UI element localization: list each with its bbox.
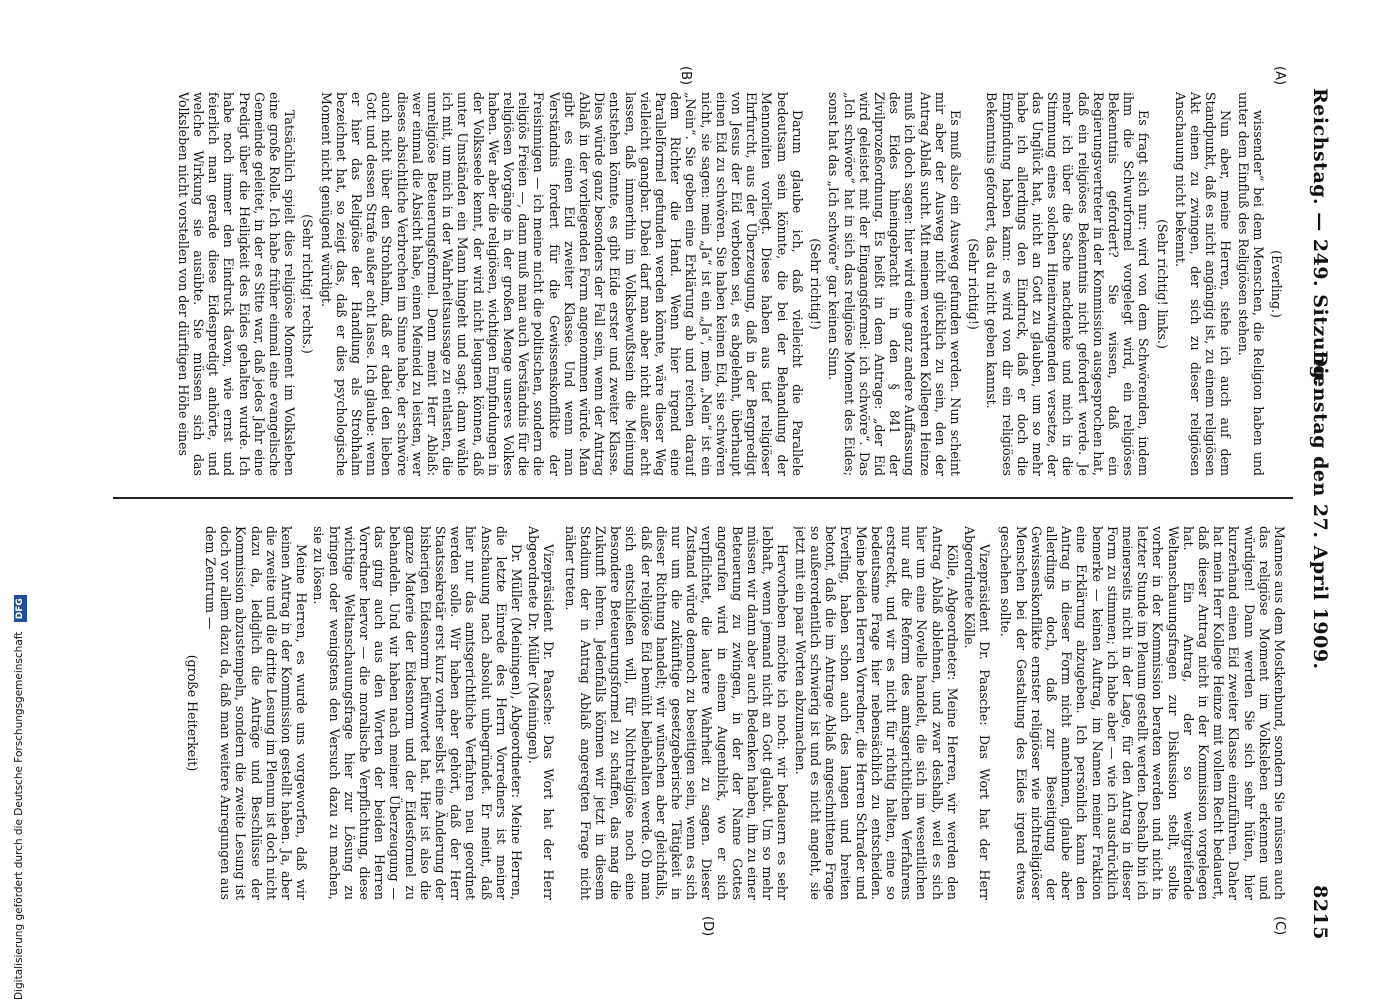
- digitization-sidebar: [10, 0, 28, 1000]
- right-column-paragraph: Vizepräsident Dr. Paasche: Das Wort hat der Herr Abgeordnete Dr. Müller (Meiningen).: [526, 526, 557, 900]
- right-column-paragraph: Mannes aus dem Mostkenbund, sondern Sie müssen auch das religiöse Moment im Volksleben erkennen und würdigen! Dann werden Sie sich sehr hüten, hier kurzerhand einen Eid zweiter Klasse einzuführen. Daher hat mein Herr Kollege Heinze mit vollem Recht bedauert, daß dieser Antrag nicht in der Kommission vorgelegen hat. Ein Antrag, der so weitgreifende Weltanschauungsfragen zur Diskussion stellt, sollte vorher in der Kommission beraten werden und nicht in letzter Stunde im Plenum gestellt werden. Deshalb bin ich meinerseits nicht in der Lage, für den Antrag in dieser Form zu stimmen; ich habe aber — wie ich ausdrücklich bemerke — keinen Auftrag, im Namen meiner Fraktion eine Erklärung abzugeben. Ich persönlich kann den Antrag in dieser Form nicht annehmen, glaube aber allerdings doch, daß zur Beseitigung der Gewissenskonflikte ernster religiöser wie nichtreligiöser Menschen bei der Gestaltung des Eides irgend etwas geschehen sollte.: [998, 526, 1287, 900]
- left-column-paragraph: Darum glaube ich, daß vielleicht die Parallele bedeutsam sein könnte, die bei der Behandlung der Mennoniten vorliegt. Diese haben aus tief religiöser Ehrfurcht, aus der Überzeugung, daß in der Bergpredigt von Jesus der Eid verboten sei, es abgelehnt, überhaupt einen Eid zu schwören. Sie haben keinen Eid, sie schwören nicht, sie sagen: mein „Ja“ ist ein „Ja“, mein „Nein“ ist ein „Nein“. Sie geben eine Erklärung ab und reichen darauf dem Richter die Hand. Wenn hier irgend eine Parallelformel gefunden werden könnte, wäre dieser Weg vielleicht gangbar. Dabei darf man aber nicht außer acht lassen, daß immerhin im Volksbewußtsein die Meinung entstehen könnte, es gibt Eide erster und zweiter Klasse. Dies würde ganz besonders der Fall sein, wenn der Antrag Ablaß in der vorliegenden Form angenommen würde. Man gibt es einen Eid zweiter Klasse. Und wenn man Verständnis fordert für die Gewissenskonflikte der Freisinnigen — ich meine nicht die politischen, sondern die religiös Freien —, dann muß man auch Verständnis für die religiösen Vorgänge in der großen Menge unseres Volkes haben. Wer aber die religiösen, wichtigen Empfindungen in der Volksseele kennt, der wird nicht leugnen können, daß unter Umständen ein Mann hingeht und sagt: dann wähle ich mit, um mich in der Wahrheitsaussage zu entlasten, die unreligiöse Beteuerungsformel. Denn meint Herr Ablaß: wer einmal die Absicht habe, einen Meineid zu leisten, wer dieses absichtliche Verbrechen im Sinne habe, der schwöre auch nicht über den Strohhalm, daß er dabei den lieben Gott und dessen Strafe außer acht lasse. Ich glaube: wenn er hier das Religiöse der Handlung als Strohhalm bezeichnet hat, so zeigt das, daß er dies psychologische Moment nicht genügend würdigt.: [318, 92, 805, 476]
- left-column-paragraph: Es muß also ein Ausweg gefunden werden. Nun scheint mir aber der Ausweg nicht glücklich zu sein, den der Antrag Ablaß sucht. Mit meinem verehrten Kollegen Heinze muß ich doch sagen: hier wird eine ganz andere Auffassung des Eides hineingebracht in den § 841 der Zivilprozeßordnung. Es heißt in dem Antrage: „der Eid wird geleistet mit der Eingangsformel: ich schwöre“. Das „Ich schwöre“ hat in sich das religiöse Moment des Eides; sonst hat das „Ich schwöre“ gar keinen Sinn.: [826, 92, 963, 476]
- margin-marker-c: (C): [1272, 916, 1287, 936]
- right-column-paragraph: Dr. Müller (Meiningen), Abgeordneter: Meine Herren, die letzte Einrede des Herrn Vorredners ist meiner Anschauung nach absolut unbegründet. Er meint, daß hier nur das amtsgerichtliche Verfahren neu geordnet werden solle. Wir haben aber gehört, daß der Herr Staatssekretär erst kurz vorher selbst eine Änderung der bisherigen Eidesnorm befürwortet hat. Hier ist also die ganze Materie der Eidesnorm und der Eidesformel zu behandeln. Und wir haben nach meiner Überzeugung — das ging auch aus den Worten der beiden Herren Vorredner hervor — die moralische Verpflichtung, diese wichtige Weltanschauungsfrage hier zur Lösung zu bringen oder wenigstens den Versuch dazu zu machen, sie zu lösen.: [311, 526, 525, 900]
- dfg-logo-icon: DFG: [14, 595, 27, 622]
- right-text-column: [107, 526, 1287, 900]
- left-column-paragraph: (Sehr richtig!): [966, 238, 982, 330]
- right-column-paragraph: Kölle, Abgeordneter: Meine Herren, wir werden den Antrag Ablaß ablehnen, und zwar deshalb, weil es sich hier um eine Novelle handelt, die sich im wesentlichen nur auf die Reform des amtsgerichtlichen Verfahrens erstreckt, und wir es nicht für richtig halten, eine so bedeutsame Frage hier nebensächlich zu entscheiden. Meine beiden Herren Vorredner, die Herren Schrader und Everling, haben schon auch des langen und breiten betont, daß die im Antrage Ablaß angeschnittene Frage so außerordentlich schwierig ist und es nicht angeht, sie jetzt mit ein paar Worten abzumachen.: [792, 526, 960, 900]
- margin-marker-a: (A): [1272, 66, 1287, 86]
- left-column-paragraph: wissender“ bei dem Menschen, die Religion haben und unter dem Einfluß des Religiösen stehen.: [1235, 92, 1266, 476]
- left-column-paragraph: (Everling.): [1269, 250, 1284, 318]
- header-session: Reichstag. — 249. Sitzung.: [1309, 88, 1331, 387]
- right-column-paragraph: (große Heiterkeit): [184, 654, 200, 772]
- left-column-paragraph: (Sehr richtig!): [808, 238, 824, 330]
- left-column-paragraph: Nun aber, meine Herren, stehe ich auch auf dem Standpunkt, daß es nicht angängig ist, zu einem religiösen Akt einen zu zwingen, der sich zu dieser religiösen Anschauung nicht bekennt.: [1172, 92, 1234, 476]
- margin-marker-b: (B): [678, 66, 693, 86]
- right-column-paragraph: Meine Herren, es wurde uns vorgeworfen, daß wir keinen Antrag in der Kommission gestellt haben. Ja, aber die zweite und die dritte Lesung im Plenum ist doch nicht dazu da, lediglich die Anträge und Beschlüsse der Kommission abzustempeln, sondern die zweite Lesung ist doch vor allem dazu da, daß man weitere Anregungen aus dem Zentrum —: [202, 526, 310, 900]
- header-date: Dienstag den 27. April 1909.: [1309, 350, 1331, 670]
- sidebar-credit: [10, 0, 28, 1000]
- column-divider: [113, 497, 1293, 499]
- left-column-paragraph: (Sehr richtig! links.): [1154, 219, 1170, 349]
- sidebar-credit-text: Digitalisierung gefördert durch die Deutsche Forschungsgemeinschaft: [13, 631, 25, 1000]
- margin-marker-d: (D): [700, 916, 715, 937]
- right-column-paragraph: Hervorheben möchte ich noch: wir bedauern es sehr lebhaft, wenn jemand nicht an Gott glaubt. Um so mehr müssen wir dann aber auch Bedenken haben, ihn zu einer Beteuerung zu zwingen, in der der Name Gottes angerufen wird in einem Augenblick, wo er sich verpflichtet, die lautere Wahrheit zu sagen. Dieser Zustand würde dennoch zu beseitigen sein, wenn es sich nur um die zukünftige gesetzgeberische Tätigkeit in dieser Richtung handelt; wir wünschen aber gleichfalls, daß der religiöse Eid bemüht beibehalten werde. Ob man sich entschließen will, für Nichtreligiöse noch eine besondere Beteuerungsformel zu schaffen, das mag die Zukunft lehren. Jedenfalls können wir jetzt in diesem Stadium der in Antrag Ablaß angeregten Frage nicht näher treten.: [562, 526, 791, 900]
- right-column-paragraph: Vizepräsident Dr. Paasche: Das Wort hat der Herr Abgeordnete Kölle.: [961, 526, 993, 900]
- left-text-column: [107, 92, 1287, 476]
- left-column-paragraph: (Sehr richtig! rechts.): [300, 214, 316, 354]
- page-header: [1301, 0, 1331, 1000]
- header-page-number: 8215: [1309, 885, 1331, 940]
- left-column-paragraph: Tatsächlich spielt dies religiöse Moment im Volksleben eine große Rolle. Ich habe früher einmal eine evangelische Gemeinde geleitet, in der es Sitte war, daß jedes Jahr eine Predigt über die Heiligkeit des Eides gehalten wurde. Ich habe noch immer den Eindruck davon, wie ernst und feierlich man gerade diese Eidespredigt anhörte, und welche Wirkung sie ausübte. Sie müssen sich das Volksleben nicht vorstellen von der dürftigen Höhe eines: [175, 92, 298, 476]
- left-column-paragraph: Es fragt sich nur: wird von dem Schwörenden, indem ihm die Schwurformel vorgelegt wird, ein religiöses Bekenntnis gefordert? Sie wissen, daß ein Regierungsvertreter in der Kommission ausgesprochen hat, daß ein religiöses Bekenntnis nicht gefordert werde. Je mehr ich über die Sache nachdenke und mich in die Stimmung eines solchen Hineinzwingenden versetze, der das Unglück hat, nicht an Gott zu glauben, um so mehr habe ich allerdings den Eindruck, daß er doch die Empfindung haben kann: es wird von dir ein religiöses Bekenntnis gefordert, das du nicht geben kannst.: [984, 92, 1152, 476]
